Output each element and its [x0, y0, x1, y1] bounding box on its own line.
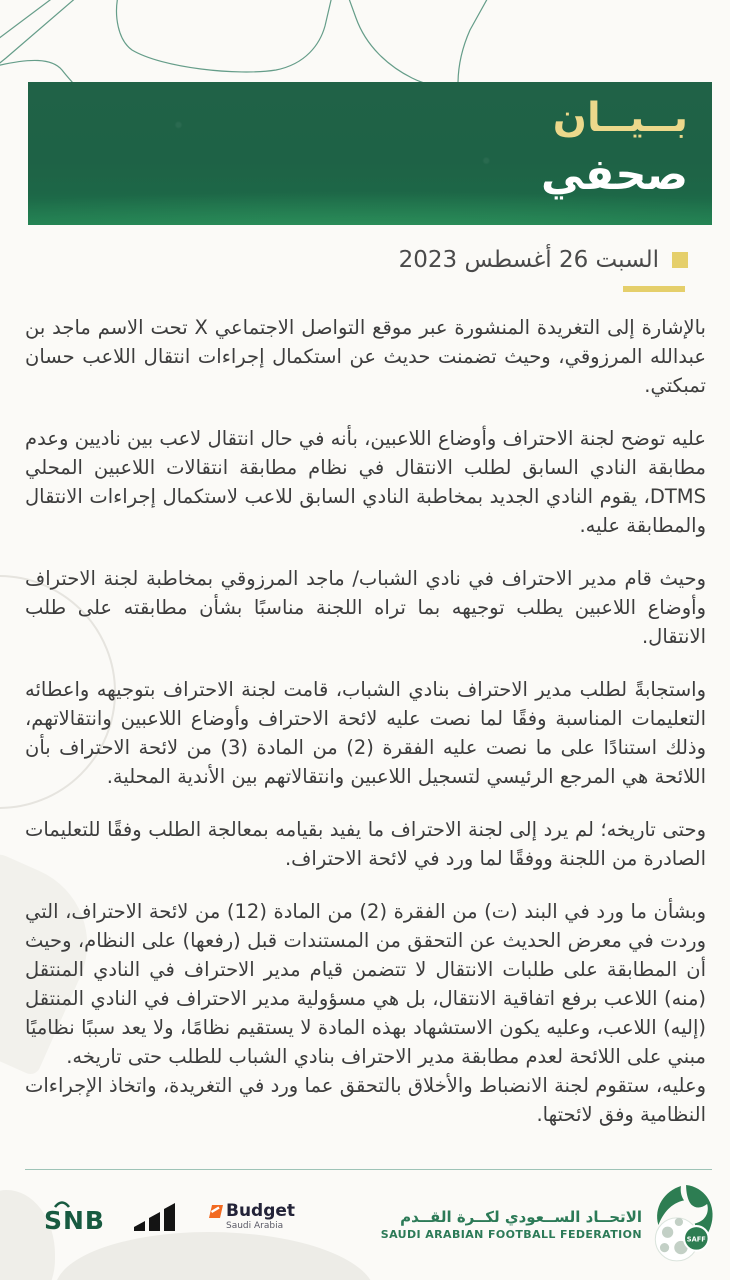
snb-logo [44, 1200, 105, 1234]
saff-emblem-text: SAFF [686, 1235, 706, 1244]
paragraph-7: وعليه، ستقوم لجنة الانضباط والأخلاق بالتحقق عما ورد في التغريدة، واتخاذ الإجراءات النظامية وفق لائحتها. [25, 1074, 706, 1126]
saff-emblem-icon [650, 1184, 716, 1264]
press-statement-banner [28, 82, 712, 225]
paragraph-1: بالإشارة إلى التغريدة المنشورة عبر موقع التواصل الاجتماعي X تحت الاسم ماجد بن عبدالله المرزوقي، وحيث تضمنت حديث عن استكمال إجراءات انتقال اللاعب حسان تمبكتي. [25, 316, 706, 397]
paragraph-6: وبشأن ما ورد في البند (ت) من الفقرة (2) من المادة (12) من لائحة الاحتراف، التي وردت في معرض الحديث عن التحقق من المستندات قبل (رفعها) على النظام، وحيث أن المطابقة على طلبات الانتقال لا تتضمن قيام مدير الاحتراف في النادي المنتقل (منه) اللاعب برفع اتفاقية الانتقال، بل هي مسؤولية مدير الاحتراف في النادي المنتقل (إليه) اللاعب، وعليه يكون الاستشهاد بهذه المادة لا يستقيم نظامًا، ولا يعد سببًا نظاميًا مبني على اللائحة لعدم مطابقة مدير الاحتراف بنادي الشباب للطلب حتى تاريخه. [25, 900, 706, 1068]
paragraph-5: وحتى تاريخه؛ لم يرد إلى لجنة الاحتراف ما يفيد بقيامه بمعالجة الطلب وفقًا للتعليمات الصادرة من اللجنة ووفقًا لما ورد في لائحة الاحتراف. [25, 818, 706, 870]
federation-names [381, 1207, 642, 1242]
federation-name-arabic: الاتحــاد الســعودي لكــرة القــدم [400, 1207, 642, 1226]
football-lineart-decoration [0, 0, 730, 82]
date-underline [623, 286, 685, 292]
paragraph-2: عليه توضح لجنة الاحتراف وأوضاع اللاعبين، بأنه في حال انتقال لاعب بين ناديين وعدم مطابقة النادي السابق لطلب الانتقال في نظام مطابقة انتقالات اللاعبين المحلي DTMS، يقوم النادي الجديد بمخاطبة النادي السابق للاعب لاستكمال إجراءات الانتقال والمطابقة عليه. [25, 427, 706, 537]
budget-logo-subtext: Saudi Arabia [225, 1221, 284, 1231]
federation-block [381, 1184, 716, 1264]
footer [0, 1184, 730, 1280]
date-row [399, 247, 688, 273]
date-text: السبت 26 أغسطس 2023 [398, 247, 659, 273]
date-bullet-icon [672, 252, 688, 268]
banner-title-word-bayan: بــيــان [552, 95, 688, 141]
adidas-logo-icon [133, 1201, 179, 1233]
budget-mark-icon [207, 1204, 223, 1219]
paragraph-3: وحيث قام مدير الاحتراف في نادي الشباب/ ماجد المرزوقي بمخاطبة لجنة الاحتراف وأوضاع اللاعبين يطلب توجيهه بما تراه اللجنة مناسبًا بشأن مطابقته على طلب الانتقال. [25, 567, 706, 648]
banner-title [541, 90, 688, 204]
paragraph-4: واستجابةً لطلب مدير الاحتراف بنادي الشباب، قامت لجنة الاحتراف بتوجيهه واعطائه التعليمات المناسبة وفقًا لما نصت عليه لائحة الاحتراف وأوضاع اللاعبين وانتقالاتهم، وذلك استنادًا على ما نصت عليه الفقرة (2) من المادة (3) من لائحة الاحتراف بأن اللائحة هي المرجع الرئيسي لتسجيل اللاعبين وانتقالاتهم بين الأندية المحلية. [25, 678, 707, 788]
budget-logo-text: Budget [225, 1201, 296, 1221]
budget-logo [207, 1203, 295, 1231]
sponsor-logos [44, 1200, 295, 1234]
banner-title-word-sahafi: صحفي [541, 150, 688, 200]
article-body [25, 313, 706, 1129]
snb-caret-icon [53, 1198, 71, 1208]
federation-name-english: SAUDI ARABIAN FOOTBALL FEDERATION [380, 1227, 642, 1241]
snb-logo-text: SNB [44, 1206, 105, 1235]
footer-divider [25, 1169, 712, 1170]
